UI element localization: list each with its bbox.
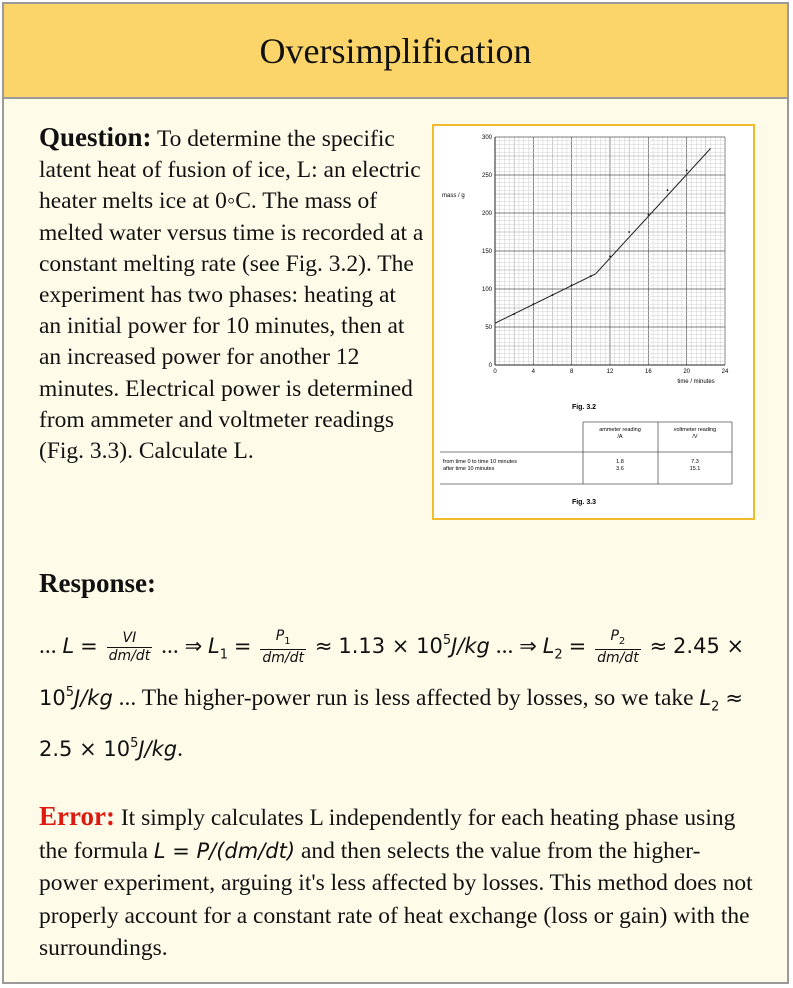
- x-tick-label: 8: [569, 369, 574, 375]
- math-L2: L: [699, 685, 712, 710]
- page-title: Oversimplification: [259, 30, 532, 71]
- question-label: Question:: [39, 122, 152, 152]
- data-point: [590, 275, 592, 277]
- fraction-p1-dmdt: [260, 628, 306, 668]
- math-L1: L: [208, 633, 220, 658]
- frac-den: dm/dt: [262, 650, 305, 667]
- math-equals: =: [80, 633, 98, 658]
- row2-ammeter: 3.6: [616, 466, 624, 472]
- frac-p: P: [610, 627, 619, 644]
- math-approx: ≈: [314, 633, 333, 658]
- data-point: [667, 189, 669, 191]
- x-tick-label: 16: [644, 369, 652, 375]
- row2-voltmeter: 15.1: [689, 466, 701, 472]
- response-block: [39, 622, 754, 768]
- math-L2: L: [542, 633, 555, 658]
- col2-header: voltmeter reading: [673, 427, 717, 433]
- ellipsis: ...: [118, 684, 137, 711]
- unit: J/kg: [74, 685, 113, 710]
- fraction-p2-dmdt: [595, 628, 641, 668]
- math-implies: ⇒: [184, 633, 203, 658]
- y-tick-label: 50: [485, 325, 492, 331]
- header: [4, 4, 787, 99]
- x-tick-label: 12: [606, 369, 614, 375]
- data-point: [609, 255, 611, 257]
- data-point: [686, 170, 688, 172]
- math-equals: =: [568, 633, 587, 658]
- exponent: 5: [65, 684, 75, 700]
- data-point: [513, 313, 515, 315]
- y-tick-label: 0: [488, 363, 492, 369]
- data-point: [628, 231, 630, 233]
- figure-svg: [434, 126, 753, 518]
- math-implies: ⇒: [519, 633, 537, 658]
- y-tick-label: 200: [481, 211, 492, 217]
- error-block: [39, 800, 759, 965]
- y-tick-label: 150: [481, 249, 492, 255]
- fig33-caption: Fig. 3.3: [571, 499, 597, 506]
- y-axis-label: mass / g: [442, 193, 465, 199]
- period: .: [177, 735, 183, 762]
- response-label: Response:: [39, 568, 157, 598]
- frac-den: dm/dt: [108, 647, 151, 664]
- value-final: 2.5 × 10: [39, 736, 131, 761]
- x-tick-label: 20: [683, 369, 691, 375]
- frac-num: VI: [107, 630, 153, 648]
- subscript-1: 1: [284, 635, 291, 647]
- error-text-2: and then selects the value from the higher-power experiment, arguing it's less affected by losses. This method does not properly account for a constant rate of heat exchange (loss or gain) with the surroundings.: [39, 837, 753, 961]
- error-formula: L = P/(dm/dt): [153, 838, 296, 863]
- question-block: [39, 122, 424, 467]
- data-point: [571, 284, 573, 286]
- math-equals: =: [233, 633, 252, 658]
- ellipsis: ...: [39, 632, 57, 659]
- fraction-vi-dmdt: [107, 630, 153, 665]
- data-point: [552, 294, 554, 296]
- x-tick-label: 0: [493, 369, 497, 375]
- col2-unit: /V: [692, 434, 698, 440]
- frac-den: dm/dt: [597, 650, 639, 667]
- subscript-2: 2: [618, 635, 626, 647]
- chart-grid: [495, 137, 725, 365]
- frac-p: P: [275, 627, 285, 644]
- x-tick-label: 4: [531, 369, 536, 375]
- math-L: L: [62, 633, 75, 658]
- unit: J/kg: [138, 736, 178, 761]
- error-text-1: It simply calculates L independently for each heating phase using the formula: [39, 805, 736, 864]
- col1-unit: /A: [617, 434, 623, 440]
- row1-label: from time 0 to time 10 minutes: [443, 459, 517, 465]
- exponent: 5: [442, 633, 452, 648]
- y-tick-label: 100: [481, 287, 492, 293]
- x-axis-label: time / minutes: [677, 379, 715, 385]
- subscript-2: 2: [554, 647, 563, 663]
- value-L1: 1.13 × 10: [338, 633, 443, 658]
- ellipsis: ...: [495, 632, 514, 659]
- value-L2: 2.45 × 10: [39, 633, 745, 710]
- y-tick-label: 250: [481, 173, 492, 179]
- math-approx: ≈: [725, 685, 743, 710]
- row1-voltmeter: 7.3: [691, 459, 699, 465]
- fig32-caption: Fig. 3.2: [571, 404, 597, 411]
- ellipsis: ...: [161, 632, 179, 659]
- data-point: [647, 214, 649, 216]
- figure-panel: [432, 124, 755, 520]
- row2-label: after time 10 minutes: [443, 466, 495, 472]
- unit: J/kg: [451, 633, 490, 658]
- error-label: Error:: [39, 801, 115, 831]
- x-tick-label: 24: [721, 369, 729, 375]
- data-point: [532, 303, 534, 305]
- subscript-1: 1: [219, 647, 229, 663]
- exponent: 5: [130, 736, 139, 752]
- question-text: To determine the specific latent heat of fusion of ice, L: an electric heater melts ice at 0◦C. The mass of melted water versus time is recorded at a constant melting rate (see Fig. 3.2). The experiment has two phases: heating at an initial power for 10 minutes, then at an increased power for another 12 minutes. Electrical power is determined from ammeter and voltmeter readings (Fig. 3.3). Calculate L.: [39, 126, 424, 465]
- math-approx: ≈: [649, 633, 668, 658]
- response-text: The higher-power run is less affected by losses, so we take: [141, 684, 694, 711]
- y-tick-label: 300: [481, 135, 492, 141]
- row1-ammeter: 1.8: [616, 459, 624, 465]
- readings-table: [440, 422, 732, 484]
- subscript-2: 2: [711, 699, 720, 715]
- col1-header: ammeter reading: [599, 427, 641, 433]
